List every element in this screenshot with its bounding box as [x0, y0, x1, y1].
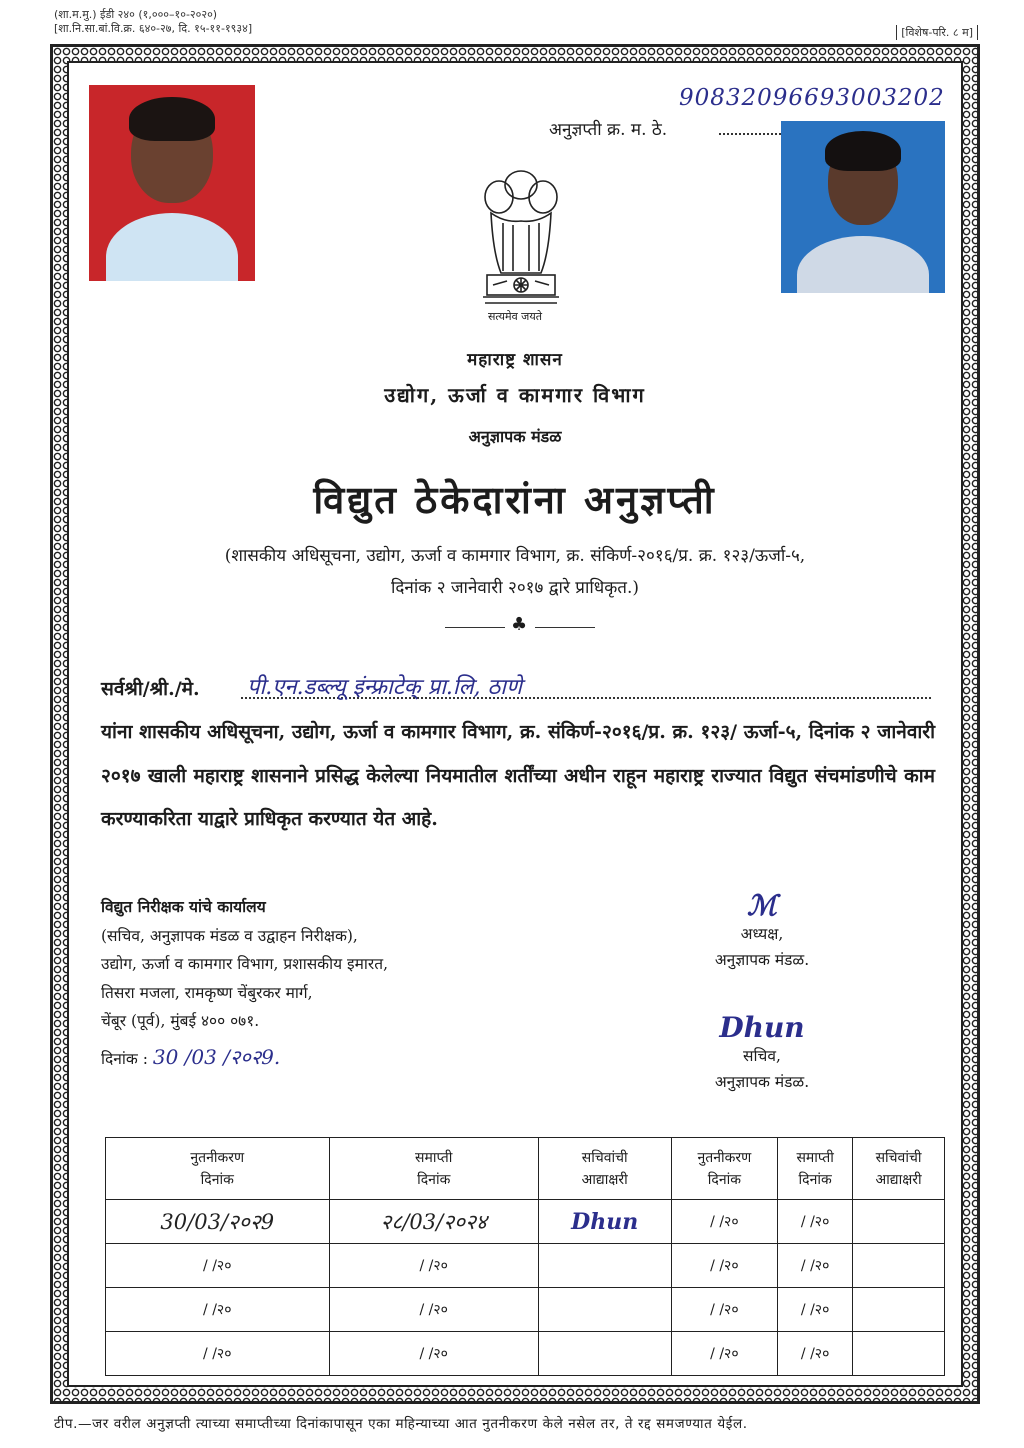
renewal-date-cell: / /२० — [671, 1244, 778, 1288]
renewal-date-cell: / /२० — [106, 1332, 330, 1376]
table-row — [106, 1288, 945, 1332]
date-value: 30 /03 /२०२9. — [152, 1045, 281, 1069]
print-reference-line-2: [शा.नि.सा.बां.वि.क्र. ६४०-२७, दि. १५-११-१९३४] — [54, 22, 253, 35]
secretary-board: अनुज्ञापक मंडळ. — [714, 1073, 810, 1091]
expiry-date-cell: / /२० — [778, 1332, 853, 1376]
government-name: महाराष्ट्र शासन — [467, 350, 563, 370]
expiry-date-cell: / /२० — [329, 1288, 538, 1332]
authorization-text: यांना शासकीय अधिसूचना, उद्योग, ऊर्जा व कामगार विभाग, क्र. संकिर्ण-२०१६/प्र. क्र. १२३/ ऊर्जा-५, दिनांक २ जानेवारी २०१७ खाली महाराष्ट्र शासनाने प्रसिद्ध केलेल्या नियमातील शर्तींच्या अधीन राहून महाराष्ट्र राज्यात विद्युत संचमांडणीचे काम करण्याकरिता याद्वारे प्राधिकृत करण्यात येत आहे. — [101, 721, 935, 830]
header-secretary-initials: सचिवांची आद्याक्षरी — [853, 1138, 945, 1200]
initials-cell — [538, 1332, 671, 1376]
table-row — [106, 1332, 945, 1376]
chairman-signature: ℳ — [747, 889, 777, 922]
initials-cell: Dhun — [538, 1200, 671, 1244]
office-line-1: (सचिव, अनुज्ञापक मंडळ व उद्वाहन निरीक्षक), — [101, 926, 358, 945]
chairman-board: अनुज्ञापक मंडळ. — [714, 951, 810, 969]
date-label: दिनांक : — [101, 1050, 148, 1068]
board-name: अनुज्ञापक मंडळ — [468, 427, 562, 446]
expiry-date-cell: २८/03/२०२४ — [329, 1200, 538, 1244]
photo-left — [89, 85, 255, 281]
header-secretary-initials: सचिवांची आद्याक्षरी — [538, 1138, 671, 1200]
renewal-date-cell: / /२० — [671, 1332, 778, 1376]
holder-prefix: सर्वश्री/श्री./मे. — [101, 678, 200, 700]
print-reference-line-1: (शा.म.मु.) ईडी २४० (१,०००–१०-२०२०) — [54, 8, 218, 21]
expiry-date-cell: / /२० — [778, 1244, 853, 1288]
renewal-date-cell: 30/03/२०२9 — [106, 1200, 330, 1244]
office-line-4: चेंबूर (पूर्व), मुंबई ४०० ०७१. — [101, 1012, 260, 1030]
issue-date — [101, 1043, 280, 1070]
header-renewal-date: नुतनीकरण दिनांक — [671, 1138, 778, 1200]
club-icon: ♣ — [511, 614, 528, 635]
renewal-table-header — [106, 1138, 945, 1200]
renewal-table — [105, 1137, 945, 1376]
table-row — [106, 1200, 945, 1244]
header-expiry-date: समाप्ती दिनांक — [329, 1138, 538, 1200]
ornamental-divider — [445, 614, 595, 635]
footer-note: टीप.—जर वरील अनुज्ञप्ती त्याच्या समाप्तीच्या दिनांकापासून एका महिन्याच्या आत नुतनीकरण केले नसेल तर, ते रद्द समजण्यात येईल. — [54, 1416, 748, 1432]
secretary-signature-block — [687, 1013, 837, 1095]
initials-cell — [538, 1288, 671, 1332]
photo-right — [781, 121, 945, 293]
initials-cell — [538, 1244, 671, 1288]
header-expiry-date: समाप्ती दिनांक — [778, 1138, 853, 1200]
expiry-date-cell: / /२० — [329, 1332, 538, 1376]
certificate-title: विद्युत ठेकेदारांना अनुज्ञप्ती — [313, 477, 717, 522]
certificate-border — [50, 44, 980, 1404]
chairman-signature-block — [687, 891, 837, 973]
notification-line-1: (शासकीय अधिसूचना, उद्योग, ऊर्जा व कामगार विभाग, क्र. संकिर्ण-२०१६/प्र. क्र. १२३/ऊर्जा-५, — [224, 546, 806, 566]
department-name: उद्योग, ऊर्जा व कामगार विभाग — [384, 383, 646, 407]
emblem-motto: सत्यमेव जयते — [487, 310, 542, 323]
office-line-3: तिसरा मजला, रामकृष्ण चेंबुरकर मार्ग, — [101, 983, 313, 1002]
license-number: 90832096693003202 — [679, 85, 945, 111]
office-line-2: उद्योग, ऊर्जा व कामगार विभाग, प्रशासकीय इमारत, — [101, 955, 389, 973]
renewal-date-cell: / /२० — [671, 1200, 778, 1244]
initials-cell — [853, 1288, 945, 1332]
table-row — [106, 1244, 945, 1288]
secretary-role: सचिव, — [743, 1047, 781, 1065]
national-emblem-icon — [473, 163, 569, 313]
print-reference — [54, 8, 252, 36]
expiry-date-cell: / /२० — [778, 1200, 853, 1244]
notification-line-2: दिनांक २ जानेवारी २०१७ द्वारे प्राधिकृत.) — [390, 578, 640, 598]
initials-cell — [853, 1200, 945, 1244]
holder-name: पी.एन.डब्ल्यू इंन्फ्राटेक् प्रा.लि, ठाणे — [247, 675, 522, 700]
renewal-date-cell: / /२० — [671, 1288, 778, 1332]
expiry-date-cell: / /२० — [778, 1288, 853, 1332]
form-reference: [विशेष-परि. ८ म] — [896, 25, 978, 40]
chairman-role: अध्यक्ष, — [740, 925, 784, 943]
expiry-date-cell: / /२० — [329, 1244, 538, 1288]
initials-cell — [853, 1332, 945, 1376]
office-heading: विद्युत निरीक्षक यांचे कार्यालय — [101, 897, 266, 916]
certificate-body — [67, 61, 963, 1387]
renewal-date-cell: / /२० — [106, 1244, 330, 1288]
office-address — [101, 893, 388, 1036]
license-holder — [101, 671, 931, 705]
renewal-date-cell: / /२० — [106, 1288, 330, 1332]
header-renewal-date: नुतनीकरण दिनांक — [106, 1138, 330, 1200]
secretary-signature: Dhun — [719, 1011, 805, 1044]
initials-cell — [853, 1244, 945, 1288]
license-label: अनुज्ञप्ती क्र. म. ठे. — [549, 120, 668, 140]
